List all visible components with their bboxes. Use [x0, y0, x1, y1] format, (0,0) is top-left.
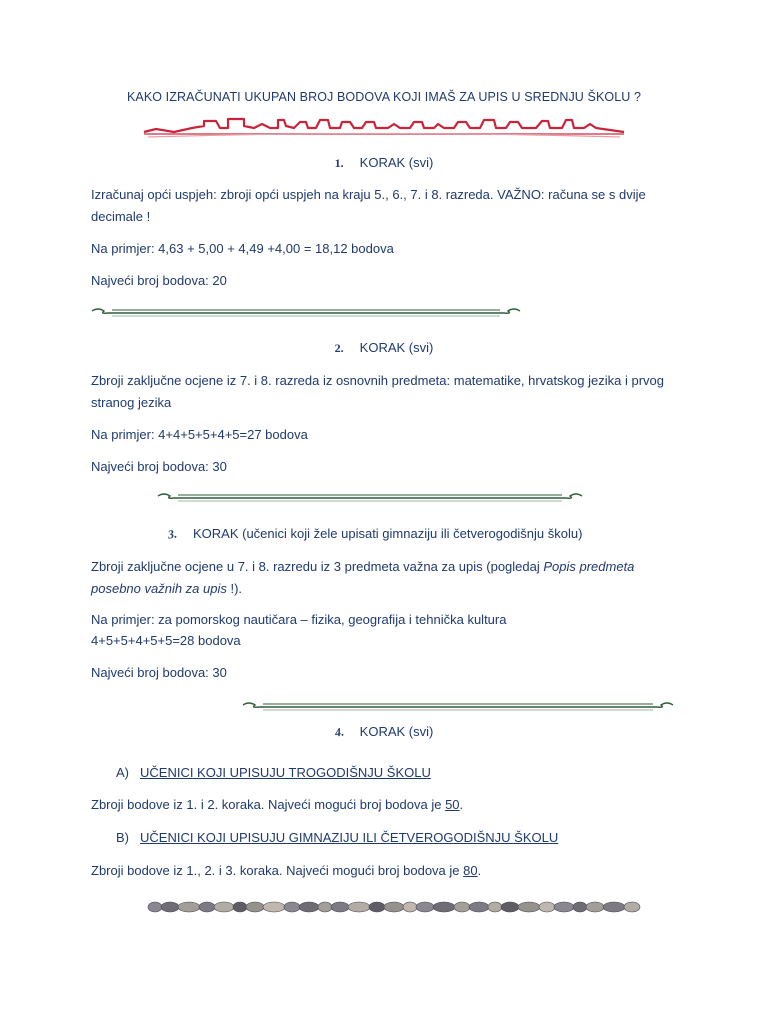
option-b-letter: B): [116, 830, 129, 845]
step3-text: [91, 556, 681, 600]
step2-heading-label: KORAK (svi): [359, 340, 434, 355]
pebble: [369, 902, 385, 912]
pebble: [539, 902, 555, 912]
step3-example-line2: 4+5+5+4+5+5=28 bodova: [91, 633, 241, 648]
pebble: [331, 902, 349, 912]
pebble: [416, 902, 434, 912]
step3-heading-label: KORAK (učenici koji žele upisati gimnaziju ili četverogodišnju školu): [193, 526, 583, 541]
step2-heading: [0, 340, 768, 356]
pebble: [501, 902, 519, 912]
pebble: [384, 902, 404, 912]
pebble: [433, 902, 455, 912]
option-a-letter: A): [116, 765, 129, 780]
pebble: [586, 902, 604, 912]
option-a-value: 50: [445, 797, 460, 812]
option-b-text-end: .: [477, 863, 482, 878]
pebble: [148, 902, 162, 912]
step1-number: 1.: [334, 156, 344, 170]
step4-option-b: [116, 827, 706, 849]
step4-a-text: [91, 794, 681, 816]
step2-text: Zbroji zaključne ocjene iz 7. i 8. razreda iz osnovnih predmeta: matematike, hrvatskog jezika i prvog stranog jezika: [91, 373, 664, 410]
pebble: [199, 902, 215, 912]
step3-text-after: !).: [226, 581, 243, 596]
step1-heading: [0, 155, 768, 171]
step4-heading: [0, 724, 768, 740]
divider-ornament: [92, 305, 520, 319]
step1-max: Najveći broj bodova: 20: [91, 273, 227, 288]
step2-max: Najveći broj bodova: 30: [91, 459, 227, 474]
step3-max: Najveći broj bodova: 30: [91, 665, 227, 680]
step2-number: 2.: [334, 341, 344, 355]
step4-number: 4.: [333, 724, 345, 740]
step4-b-text: [91, 860, 681, 882]
pebble: [488, 902, 502, 912]
page-title: KAKO IZRAČUNATI UKUPAN BROJ BODOVA KOJI IMAŠ ZA UPIS U SREDNJU ŠKOLU ?: [126, 90, 642, 104]
step3-text-before: Zbroji zaključne ocjene u 7. i 8. razredu iz 3 predmeta važna za upis (pogledaj: [91, 559, 544, 574]
step4-option-a: [116, 762, 706, 784]
pebble: [284, 902, 300, 912]
step1-heading-label: KORAK (svi): [359, 155, 434, 170]
pebble: [233, 902, 247, 912]
option-b-text: Zbroji bodove iz 1., 2. i 3. koraka. Najveći mogući broj bodova je: [91, 863, 464, 878]
step4-heading-label: KORAK (svi): [359, 724, 434, 739]
option-b-label: UČENICI KOJI UPISUJU GIMNAZIJU ILI ČETVEROGODIŠNJU ŠKOLU: [140, 830, 559, 845]
pebble: [299, 902, 319, 912]
step2-example: Na primjer: 4+4+5+5+4+5=27 bodova: [91, 427, 308, 442]
pebble: [518, 902, 540, 912]
pebble: [263, 902, 285, 912]
pebble: [403, 902, 417, 912]
step3-example-line1: Na primjer: za pomorskog nautičara – fizika, geografija i tehnička kultura: [91, 612, 507, 627]
step3-number: 3.: [167, 526, 178, 542]
option-a-text: Zbroji bodove iz 1. i 2. koraka. Najveći mogući broj bodova je: [91, 797, 446, 812]
pebble: [178, 902, 200, 912]
skyline-decoration: [144, 116, 624, 140]
pebble: [624, 902, 640, 912]
pebble: [454, 902, 470, 912]
stones-decoration: [142, 896, 642, 922]
option-a-text-end: .: [459, 797, 464, 812]
pebble: [246, 902, 264, 912]
pebble: [469, 902, 489, 912]
pebble: [603, 902, 625, 912]
step3-text-italic: Popis predmeta posebno važnih za upis: [91, 559, 635, 596]
divider-ornament: [158, 490, 582, 504]
step3-heading: [168, 526, 768, 542]
option-a-label: UČENICI KOJI UPISUJU TROGODIŠNJU ŠKOLU: [140, 765, 431, 780]
pebble: [214, 902, 234, 912]
step1-example: Na primjer: 4,63 + 5,00 + 4,49 +4,00 = 18,12 bodova: [91, 241, 394, 256]
step1-text: Izračunaj opći uspjeh: zbroji opći uspjeh na kraju 5., 6., 7. i 8. razreda. VAŽNO: računa se s dvije decimale !: [91, 187, 646, 224]
pebble: [573, 902, 587, 912]
pebble: [348, 902, 370, 912]
pebble: [161, 902, 179, 912]
pebble: [318, 902, 332, 912]
pebble: [554, 902, 574, 912]
divider-ornament: [243, 699, 673, 713]
option-b-value: 80: [463, 863, 478, 878]
